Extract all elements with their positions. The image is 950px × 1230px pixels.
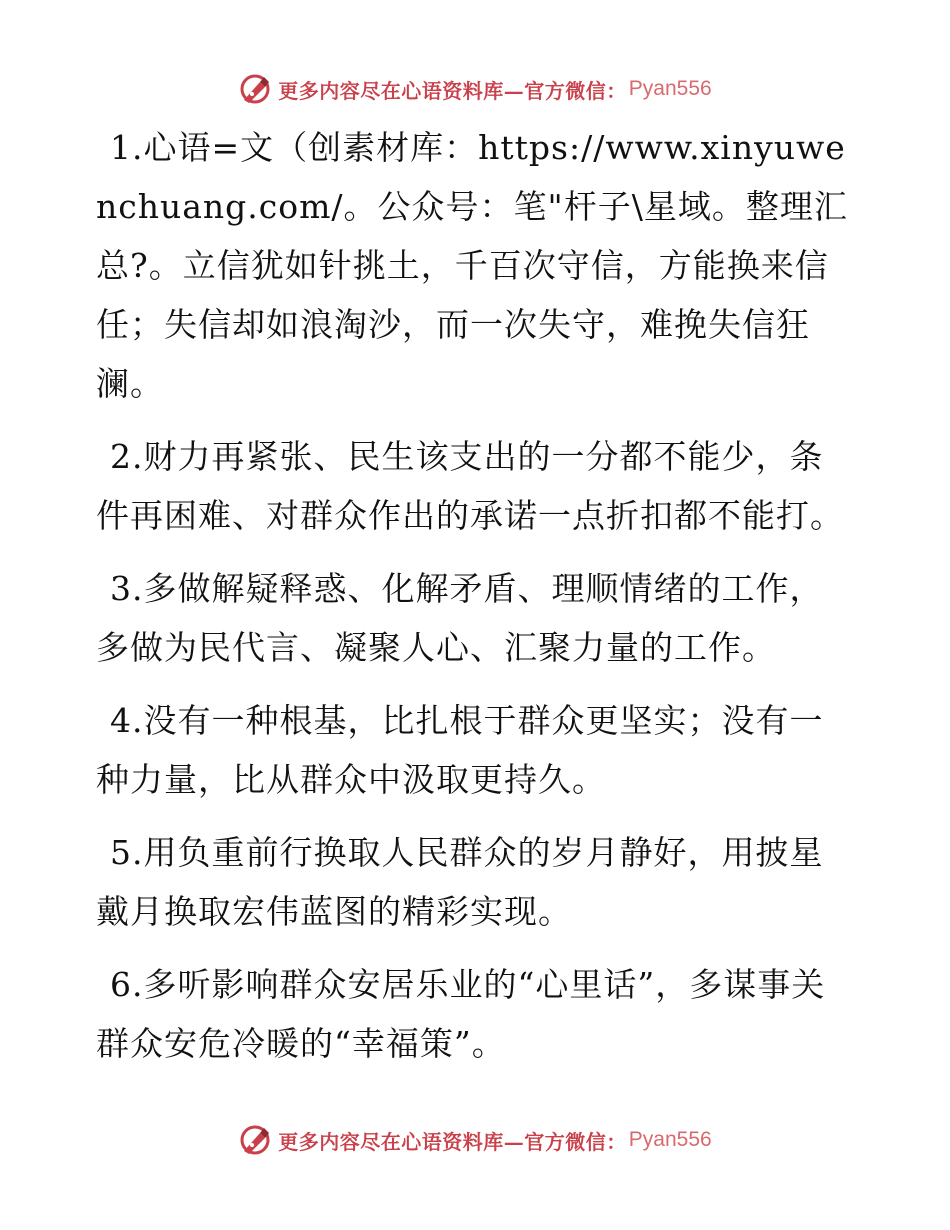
paragraph-number: 4. <box>110 701 144 740</box>
paragraph-3 <box>96 559 856 677</box>
pen-logo-icon <box>238 1123 272 1157</box>
paragraph-number: 2. <box>110 437 144 476</box>
footer-banner-id: Pyan556 <box>628 1128 712 1151</box>
paragraph-text: 用负重前行换取人民群众的岁月静好，用披星戴月换取宏伟蓝图的精彩实现。 <box>96 833 824 931</box>
paragraph-2 <box>96 427 856 545</box>
paragraph-number: 5. <box>110 833 144 872</box>
paragraph-5 <box>96 823 856 941</box>
paragraph-1 <box>96 118 856 413</box>
paragraph-number: 1. <box>110 128 144 167</box>
footer-banner <box>0 1118 950 1162</box>
header-banner-text: 更多内容尽在心语资料库—官方微信： <box>278 78 627 103</box>
paragraph-number: 3. <box>110 569 144 608</box>
header-banner-id: Pyan556 <box>628 77 712 100</box>
header-banner <box>0 67 950 111</box>
paragraph-6 <box>96 955 856 1073</box>
footer-banner-text: 更多内容尽在心语资料库—官方微信： <box>278 1129 627 1154</box>
paragraph-text: 没有一种根基，比扎根于群众更坚实；没有一种力量，比从群众中汲取更持久。 <box>96 701 824 799</box>
paragraph-4 <box>96 691 856 809</box>
document-body <box>96 118 856 1087</box>
paragraph-text: 多听影响群众安居乐业的“心里话”，多谋事关群众安危冷暖的“幸福策”。 <box>96 965 826 1063</box>
pen-logo-icon <box>238 72 272 106</box>
paragraph-text: 财力再紧张、民生该支出的一分都不能少，条件再困难、对群众作出的承诺一点折扣都不能打。 <box>96 437 844 535</box>
paragraph-number: 6. <box>110 965 144 1004</box>
paragraph-text: 心语=文（创素材库：https://www.xinyuwenchuang.com/。公众号：笔"杆子\星域。整理汇总?。立信犹如针挑土，千百次守信，方能换来信任；失信却如浪淘沙，而一次失守，难挽失信狂澜。 <box>96 128 848 403</box>
paragraph-text: 多做解疑释惑、化解矛盾、理顺情绪的工作，多做为民代言、凝聚人心、汇聚力量的工作。 <box>96 569 824 667</box>
